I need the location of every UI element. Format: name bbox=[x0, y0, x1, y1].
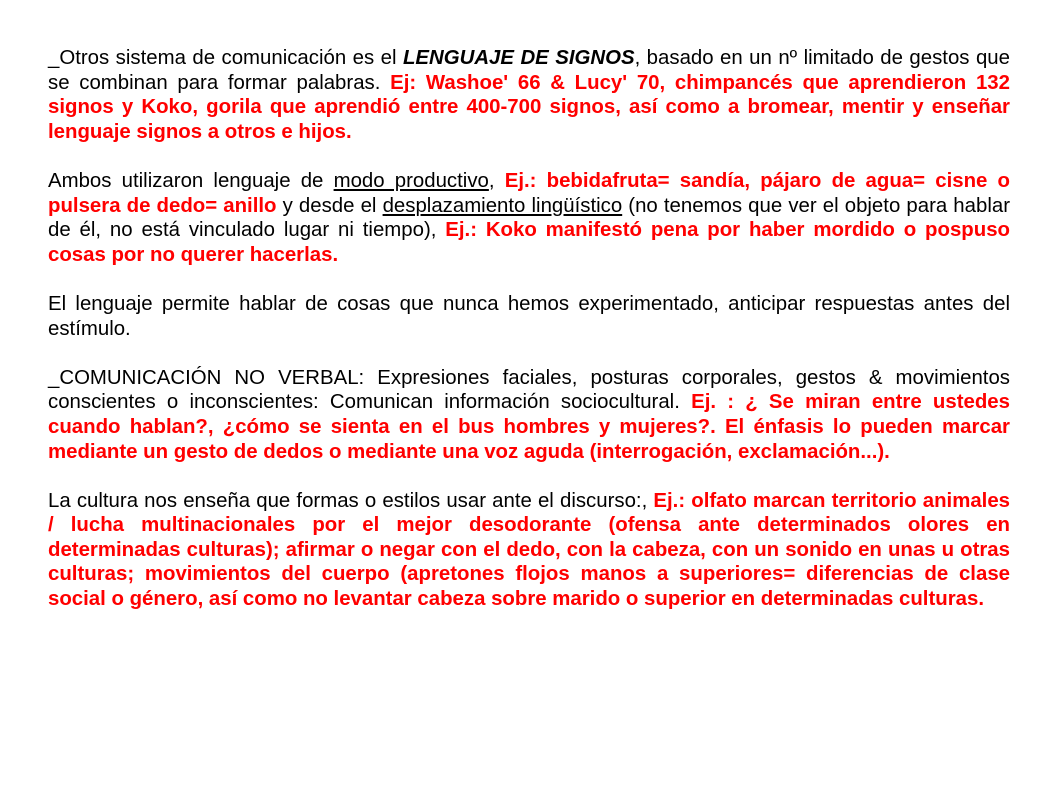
text-segment: Ambos utilizaron lenguaje de bbox=[48, 169, 334, 192]
text-segment: y desde el bbox=[276, 194, 383, 217]
paragraph-culture-styles bbox=[48, 489, 1010, 612]
example-text: Ej.: Koko manifestó pena por haber mordido o pospuso cosas por no querer hacerlas. bbox=[48, 219, 1010, 266]
example-text: Ej.: olfato marcan territorio animales / lucha multinacionales por el mejor desodorante (ofensa ante determinados olores en determinadas culturas); afirmar o negar con el dedo, con la cabeza, con un sonido en unas u otras culturas; movimientos del cuerpo (apretones flojos manos a superiores= diferencias de clase social o género, así como no levantar cabeza sobre marido o superior en determinadas culturas. bbox=[48, 489, 1011, 611]
example-text: Ej. : ¿ Se miran entre ustedes cuando hablan?, ¿cómo se sienta en el bus hombres y mujeres?. El énfasis lo pueden marcar mediante un gesto de dedos o mediante una voz aguda (interrogación, exclamación...). bbox=[48, 391, 1010, 463]
text-segment: _Otros sistema de comunicación es el bbox=[48, 47, 403, 69]
term-sign-language: LENGUAJE DE SIGNOS bbox=[402, 47, 635, 69]
paragraph-sign-language bbox=[48, 46, 1010, 144]
text-segment: La cultura nos enseña que formas o estilos usar ante el discurso:, bbox=[48, 489, 654, 512]
paragraph-language-capability bbox=[48, 292, 1010, 341]
text-segment: , basado en un nº limitado de gestos que se combinan para formar palabras. bbox=[48, 47, 1010, 94]
text-segment: , bbox=[488, 169, 505, 192]
text-segment: _COMUNICACIÓN NO VERBAL: Expresiones faciales, posturas corporales, gestos & movimientos conscientes o inconscientes: Comunican información sociocultural. bbox=[48, 366, 1010, 414]
slide-body bbox=[48, 46, 1010, 636]
term-linguistic-displacement: desplazamiento lingüístico bbox=[382, 194, 623, 217]
paragraph-productive-mode bbox=[48, 169, 1010, 267]
paragraph-nonverbal-communication bbox=[48, 366, 1010, 464]
example-text: Ej: Washoe' 66 & Lucy' 70, chimpancés que aprendieron 132 signos y Koko, gorila que aprendió entre 400-700 signos, así como a bromear, mentir y enseñar lenguaje signos a otros e hijos. bbox=[48, 71, 1010, 143]
term-productive-mode: modo productivo bbox=[333, 169, 489, 192]
example-text: Ej.: bebidafruta= sandía, pájaro de agua= cisne o pulsera de dedo= anillo bbox=[48, 169, 1011, 217]
text-segment: (no tenemos que ver el objeto para hablar de él, no está vinculado lugar ni tiempo), bbox=[48, 194, 1010, 242]
text-segment: El lenguaje permite hablar de cosas que nunca hemos experimentado, anticipar respuestas antes del estímulo. bbox=[48, 292, 1010, 340]
